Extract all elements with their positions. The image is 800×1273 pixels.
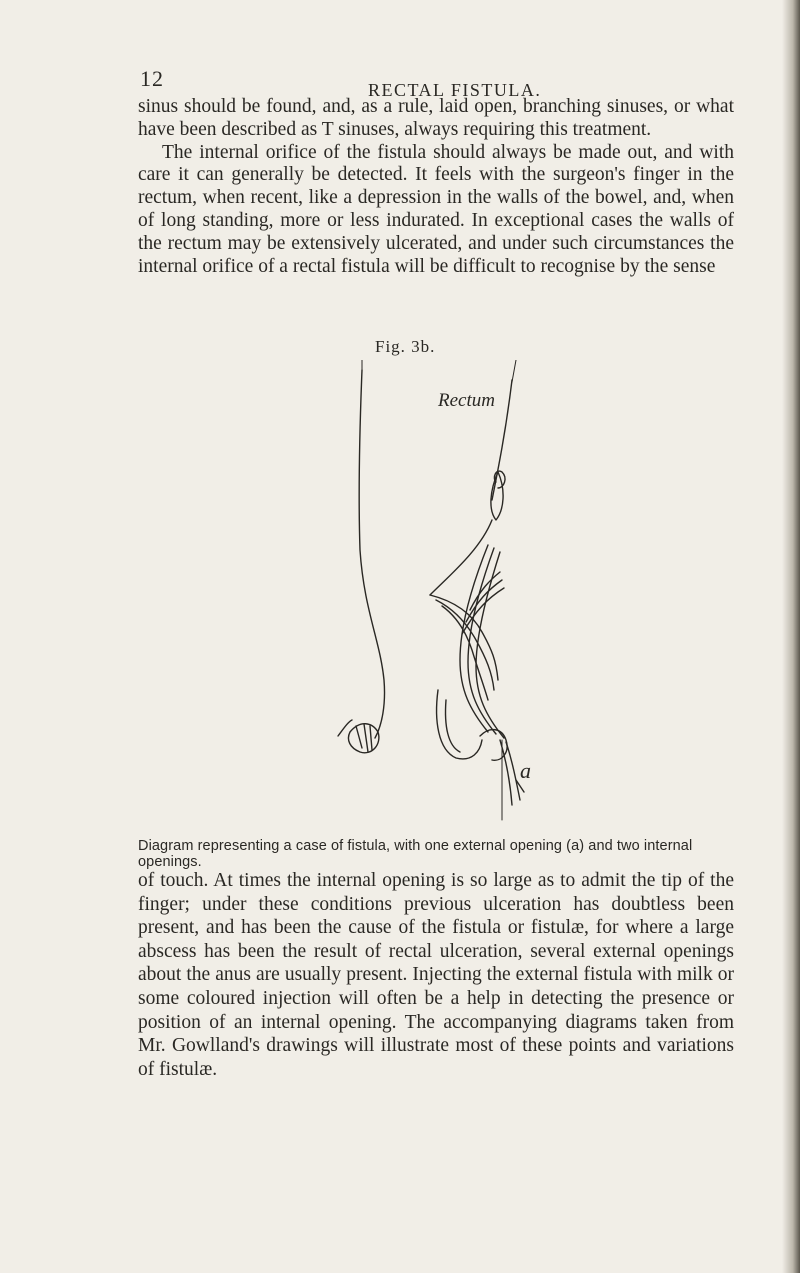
left-anus-lobe xyxy=(348,724,378,753)
body-text-bottom xyxy=(138,869,734,1081)
figure-caption: Diagram representing a case of fistula, with one external opening (a) and two internal openings. xyxy=(138,838,693,870)
body-text-top xyxy=(138,96,734,278)
paragraph-internal-orifice: The internal orifice of the fistula should always be made out, and with care it can generally be detected. It feels with the surgeon's finger in the rectum, when recent, like a depression in the walls of the bowel, and, when of long standing, more or less indurated. In exceptional cases the walls of the rectum may be extensively ulcerated, and under such circumstances the internal orifice of a rectal fistula will be difficult to recognise by the sense xyxy=(138,141,734,277)
rectum-label: Rectum xyxy=(438,390,495,411)
rectum-left-wall xyxy=(359,370,384,738)
paragraph-sinus: sinus should be found, and, as a rule, laid open, branching sinuses, or what have been described as T sinuses, always requiring this treatment. xyxy=(138,96,734,140)
paragraph-touch: of touch. At times the internal opening is so large as to admit the tip of the finger; under these conditions previous ulceration has doubtless been present, and has been the cause of the fistula or fistulæ, for where a large abscess has been the result of rectal ulceration, several external openings about the anus are usually present. Injecting the external fistula with milk or some coloured injection will often be a help in detecting the presence or position of an internal opening. The accompanying diagrams taken from Mr. Gowlland's drawings will illustrate most of these points and variations of fistulæ. xyxy=(138,870,734,1080)
running-head: RECTAL FISTULA. xyxy=(368,80,542,100)
figure-label: Fig. 3b. xyxy=(375,337,436,356)
page-number: 12 xyxy=(140,66,164,91)
page-edge-shadow xyxy=(782,0,800,1273)
label-a: a xyxy=(520,758,531,783)
fistula-diagram xyxy=(320,360,580,830)
vertical-guide-right xyxy=(512,360,516,382)
